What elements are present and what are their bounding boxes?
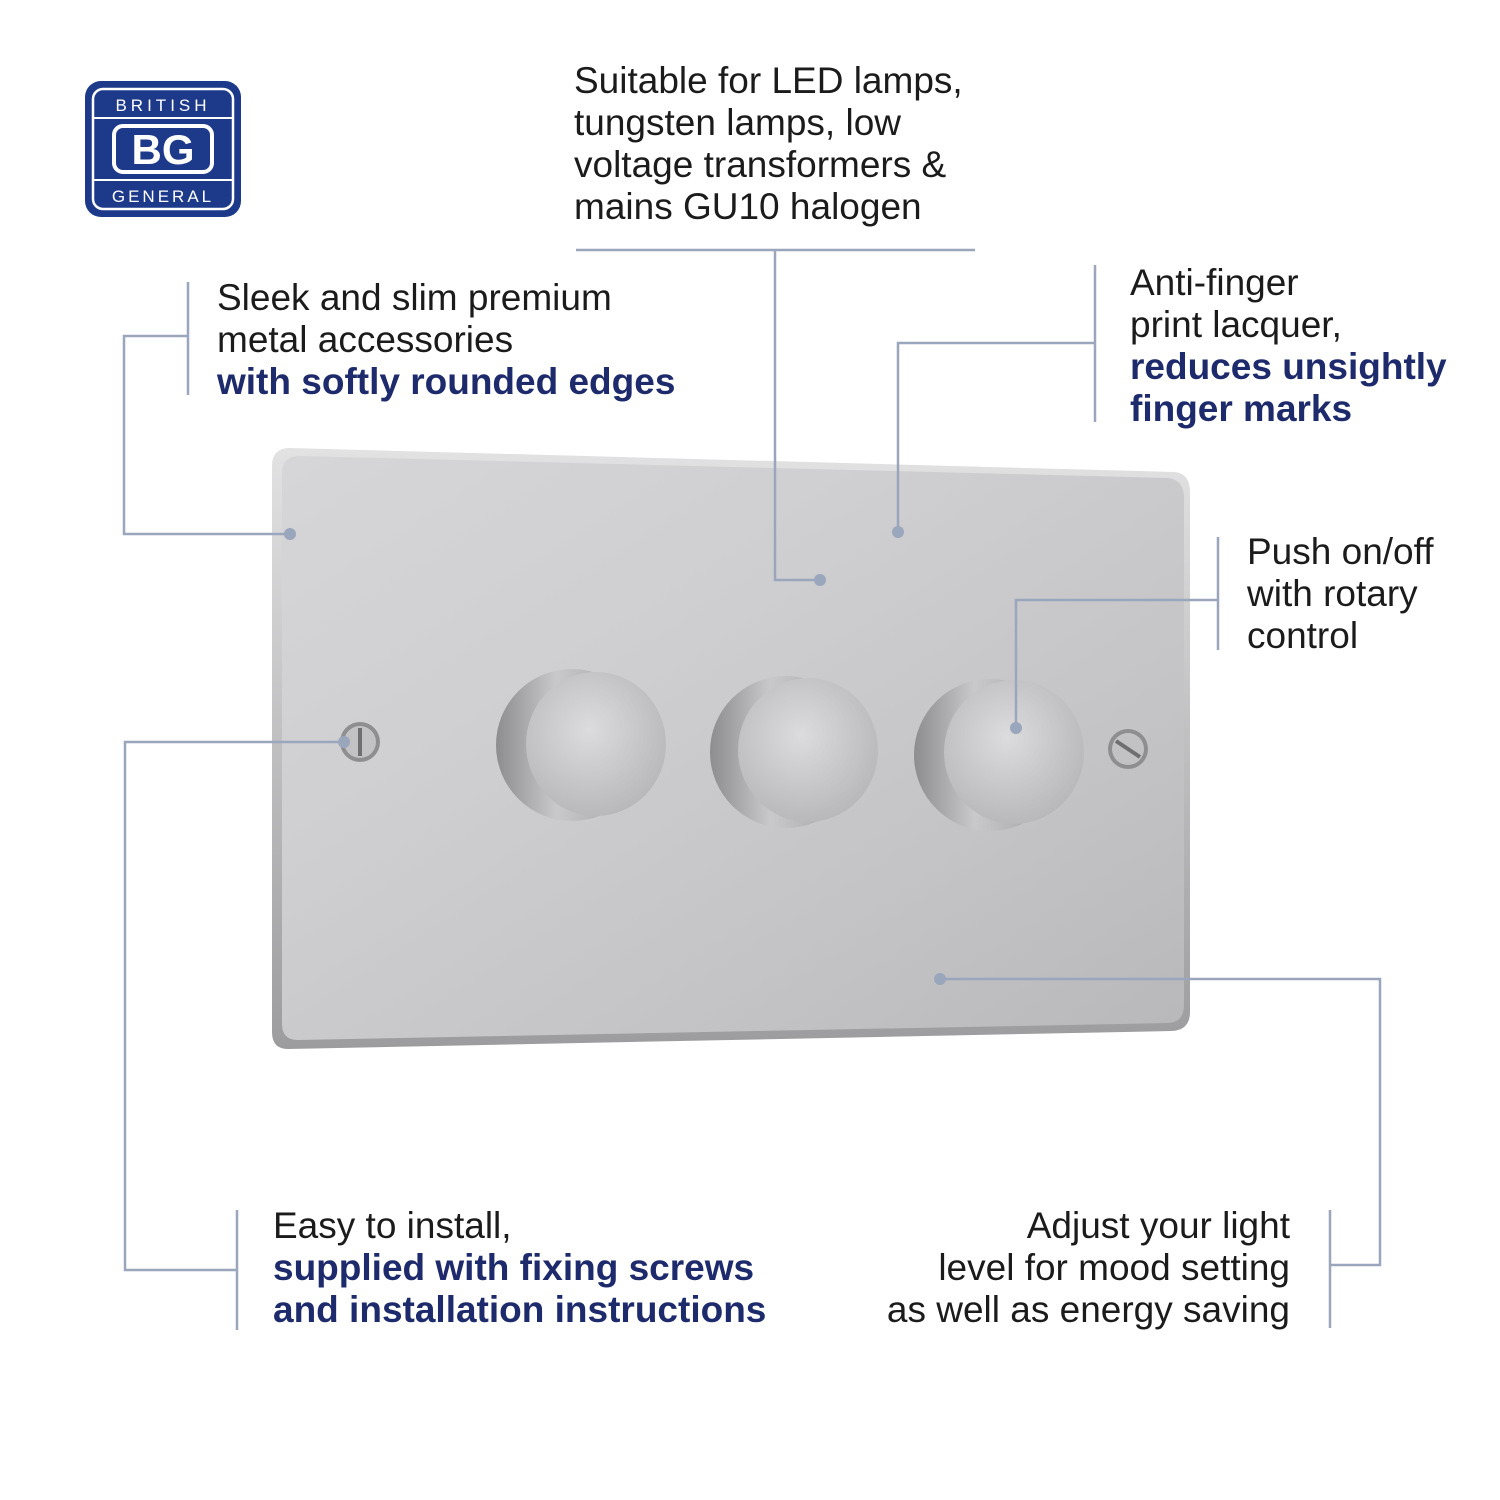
callout-lacquer xyxy=(1130,262,1447,430)
callout-lacquer-bold-2: finger marks xyxy=(1130,388,1353,429)
callout-lamps xyxy=(574,60,963,228)
callout-lacquer-bold-1: reduces unsightly xyxy=(1130,346,1447,387)
callout-push-line-1: Push on/off xyxy=(1247,531,1434,572)
callout-push-line-2: with rotary xyxy=(1247,573,1418,614)
callout-lamps-line-3: voltage transformers & xyxy=(574,144,947,185)
logo-bottom-text: GENERAL xyxy=(111,187,215,206)
callout-sleek-line-2: metal accessories xyxy=(217,319,514,360)
callout-install-bold-1: supplied with fixing screws xyxy=(273,1247,755,1288)
callout-push xyxy=(1247,531,1434,657)
logo-mark-text: BG xyxy=(131,126,195,173)
callout-lacquer-line-1: Anti-finger xyxy=(1130,262,1299,303)
callout-adjust-line-2: level for mood setting xyxy=(938,1247,1290,1288)
callout-lacquer-line-2: print lacquer, xyxy=(1130,304,1342,345)
callout-push-line-3: control xyxy=(1247,615,1359,656)
callout-lamps-line-4: mains GU10 halogen xyxy=(574,186,922,227)
callout-adjust-line-3: as well as energy saving xyxy=(886,1289,1290,1330)
callout-install-line-1: Easy to install, xyxy=(273,1205,512,1246)
callout-lamps-line-1: Suitable for LED lamps, xyxy=(574,60,963,101)
logo-top-text: BRITISH xyxy=(115,96,211,115)
fixing-screw-right xyxy=(1108,729,1148,769)
callout-sleek-line-1: Sleek and slim premium xyxy=(217,277,612,318)
callout-lamps-line-2: tungsten lamps, low xyxy=(574,102,902,143)
callout-install-bold-2: and installation instructions xyxy=(273,1289,767,1330)
callout-install xyxy=(273,1205,766,1331)
dimmer-knob-1 xyxy=(496,669,666,821)
dimmer-knob-2 xyxy=(710,676,878,828)
callout-sleek xyxy=(217,277,675,403)
callout-sleek-bold-1: with softly rounded edges xyxy=(217,361,676,402)
callout-adjust xyxy=(887,1205,1290,1331)
callout-adjust-line-1: Adjust your light xyxy=(1026,1205,1290,1246)
